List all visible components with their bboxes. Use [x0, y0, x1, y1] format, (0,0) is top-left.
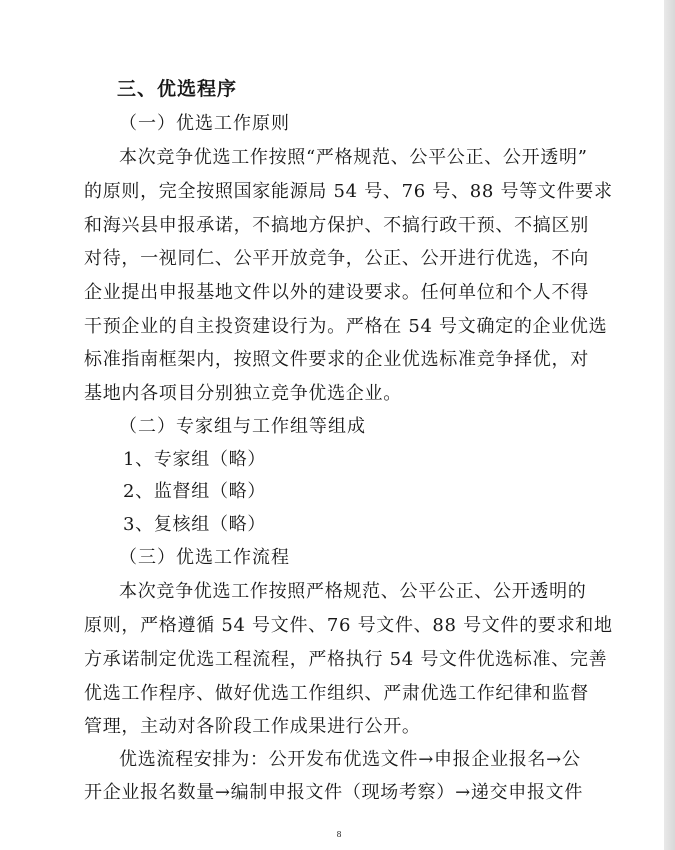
principles-line-1: 本次竞争优选工作按照“严格规范、公平公正、公开透明” [119, 147, 588, 168]
process-line-7: 开企业报名数量→编制申报文件（现场考察）→递交申报文件 [84, 782, 584, 803]
process-line-4: 优选工作程序、做好优选工作组织、严肃优选工作纪律和监督 [84, 683, 589, 704]
principles-line-8: 基地内各项目分别独立竞争优选企业。 [84, 383, 402, 404]
page-number: 8 [336, 830, 342, 839]
principles-line-5: 企业提出申报基地文件以外的建设要求。任何单位和个人不得 [84, 282, 589, 303]
principles-line-2: 的原则，完全按照国家能源局 54 号、76 号、88 号等文件要求 [84, 181, 613, 202]
group-item-expert: 1、专家组（略） [123, 449, 267, 470]
principles-line-7: 标准指南框架内，按照文件要求的企业优选标准竞争择优，对 [84, 349, 589, 370]
principles-line-6: 干预企业的自主投资建设行为。严格在 54 号文确定的企业优选 [84, 316, 608, 337]
group-item-supervision: 2、监督组（略） [123, 481, 267, 502]
subheading-work-process: （三）优选工作流程 [119, 547, 290, 568]
process-line-6: 优选流程安排为：公开发布优选文件→申报企业报名→公 [119, 749, 581, 770]
scan-edge [664, 0, 675, 850]
process-line-3: 方承诺制定优选工程流程，严格执行 54 号文件优选标准、完善 [84, 649, 608, 670]
group-item-review: 3、复核组（略） [123, 514, 267, 535]
subheading-expert-groups: （二）专家组与工作组等组成 [119, 416, 366, 437]
process-line-1: 本次竞争优选工作按照严格规范、公平公正、公开透明的 [119, 581, 587, 602]
principles-line-3: 和海兴县申报承诺，不搞地方保护、不搞行政干预、不搞区别 [84, 215, 589, 236]
process-line-2: 原则，严格遵循 54 号文件、76 号文件、88 号文件的要求和地 [84, 615, 613, 636]
subheading-work-principles: （一）优选工作原则 [119, 113, 290, 134]
principles-line-4: 对待，一视同仁、公平开放竞争，公正、公开进行优选，不向 [84, 248, 589, 269]
process-line-5: 管理，主动对各阶段工作成果进行公开。 [84, 716, 421, 737]
section-heading: 三、优选程序 [117, 78, 238, 100]
